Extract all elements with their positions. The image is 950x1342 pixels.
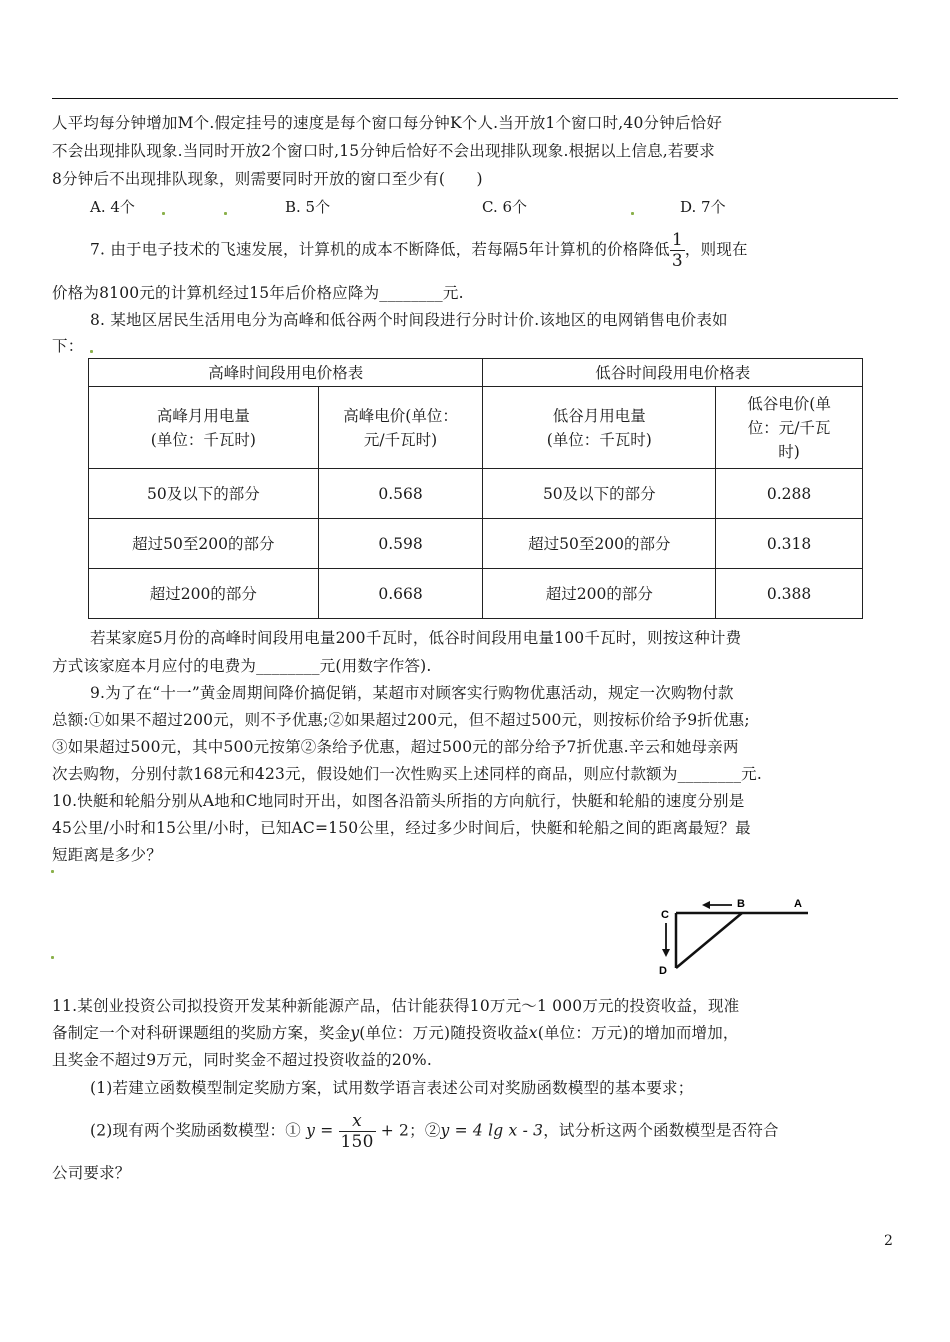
model1-fraction bbox=[339, 1111, 376, 1152]
p11-text: (单位：万元)的增加而增加， bbox=[537, 1024, 739, 1042]
p6-option-a: A. 4个 bbox=[90, 198, 135, 216]
p10-line-1: 10.快艇和轮船分别从A地和C地同时开出，如图各沿箭头所指的方向航行，快艇和轮船的速度分别是 bbox=[52, 792, 745, 810]
table-row bbox=[89, 569, 863, 619]
p7-text-b: ，则现在 bbox=[684, 240, 748, 259]
label-c: C bbox=[661, 909, 669, 921]
table-cell: 超过50至200的部分 bbox=[89, 519, 319, 569]
header-text: 元/千瓦时) bbox=[363, 430, 438, 449]
header-peak-price bbox=[318, 387, 483, 469]
label-b: B bbox=[737, 898, 745, 910]
p11-line-1: 11.某创业投资公司拟投资开发某种新能源产品，估计能获得10万元～1 000万元的投资收益，现准 bbox=[52, 997, 740, 1015]
header-text: 时) bbox=[778, 442, 800, 461]
header-text: 高峰月用电量 bbox=[156, 406, 250, 425]
p11-text: (单位：万元)随投资收益 bbox=[359, 1024, 529, 1042]
model1-lhs: y = bbox=[306, 1121, 334, 1140]
table-row bbox=[89, 469, 863, 519]
boat-diagram bbox=[650, 888, 815, 983]
header-text: 高峰电价(单位： bbox=[343, 406, 458, 425]
model1-num-var: x bbox=[352, 1111, 362, 1131]
peak-table-title: 高峰时间段用电价格表 bbox=[89, 359, 483, 387]
scan-dot bbox=[51, 870, 54, 873]
p7-fraction bbox=[670, 230, 685, 271]
header-rule bbox=[52, 98, 898, 99]
valley-table-title: 低谷时间段用电价格表 bbox=[483, 359, 863, 387]
table-cell: 超过200的部分 bbox=[483, 569, 716, 619]
scan-dot bbox=[162, 212, 165, 215]
p11-q1: (1)若建立函数模型制定奖励方案，试用数学语言表述公司对奖励函数模型的基本要求； bbox=[90, 1079, 694, 1097]
p11-line-3: 且奖金不超过9万元，同时奖金不超过投资收益的20%. bbox=[52, 1051, 432, 1069]
header-text: 低谷电价(单 bbox=[747, 394, 831, 413]
p6-option-d: D. 7个 bbox=[680, 198, 726, 216]
table-cell: 0.598 bbox=[318, 519, 483, 569]
p8-line-1: 8. 某地区居民生活用电分为高峰和低谷两个时间段进行分时计价.该地区的电网销售电价表如 bbox=[90, 311, 728, 329]
label-a: A bbox=[794, 898, 802, 910]
label-d: D bbox=[659, 965, 667, 977]
model1-rhs: + 2 bbox=[380, 1121, 410, 1140]
p11-q2-text: (2)现有两个奖励函数模型：① bbox=[90, 1121, 301, 1140]
header-text: (单位：千瓦时) bbox=[546, 430, 652, 449]
p11-last-line: 公司要求？ bbox=[52, 1164, 131, 1182]
p8-line-2: 下： bbox=[52, 337, 84, 355]
p6-line-3: 8分钟后不出现排队现象，则需要同时开放的窗口至少有( ) bbox=[52, 170, 483, 188]
model1-den: 150 bbox=[340, 1132, 374, 1152]
scan-dot bbox=[51, 956, 54, 959]
header-text: (单位：千瓦时) bbox=[150, 430, 256, 449]
p11-q2 bbox=[90, 1111, 779, 1152]
p8-after-1: 若某家庭5月份的高峰时间段用电量200千瓦时，低谷时间段用电量100千瓦时，则按这种计费 bbox=[90, 629, 742, 647]
p6-line-1: 人平均每分钟增加M个.假定挂号的速度是每个窗口每分钟K个人.当开放1个窗口时,40分钟后恰好 bbox=[52, 114, 723, 132]
p6-option-b: B. 5个 bbox=[285, 198, 331, 216]
arrow-left-head bbox=[702, 901, 710, 909]
model1-num bbox=[339, 1111, 376, 1132]
var-y: y bbox=[350, 1024, 360, 1042]
p10-line-3: 短距离是多少？ bbox=[52, 846, 162, 864]
p11-q2-tail: ，试分析这两个函数模型是否符合 bbox=[543, 1121, 779, 1140]
header-text: 低谷月用电量 bbox=[552, 406, 646, 425]
table-cell: 50及以下的部分 bbox=[483, 469, 716, 519]
p10-line-2: 45公里/小时和15公里/小时，已知AC=150公里，经过多少时间后，快艇和轮船之间的距离最短？最 bbox=[52, 819, 751, 837]
p6-option-c: C. 6个 bbox=[482, 198, 528, 216]
p7-frac-num: 1 bbox=[671, 230, 683, 250]
table-cell: 0.568 bbox=[318, 469, 483, 519]
table-cell: 0.668 bbox=[318, 569, 483, 619]
scan-dot bbox=[224, 212, 227, 215]
scan-dot bbox=[90, 350, 93, 353]
table-cell: 超过200的部分 bbox=[89, 569, 319, 619]
p7-line-1 bbox=[90, 230, 748, 271]
table-cell: 0.288 bbox=[716, 469, 863, 519]
p6-line-2: 不会出现排队现象.当同时开放2个窗口时,15分钟后恰好不会出现排队现象.根据以上信息,若要求 bbox=[52, 142, 715, 160]
table-cell: 0.388 bbox=[716, 569, 863, 619]
table-row bbox=[89, 519, 863, 569]
page-number: 2 bbox=[884, 1233, 893, 1249]
model2: y = 4 lg x - 3 bbox=[440, 1121, 544, 1140]
p7-line-2: 价格为8100元的计算机经过15年后价格应降为________元. bbox=[52, 284, 464, 302]
p7-text-a: 7. 由于电子技术的飞速发展，计算机的成本不断降低，若每隔5年计算机的价格降低 bbox=[90, 240, 670, 259]
p9-line-2: 总额:①如果不超过200元，则不予优惠;②如果超过200元，但不超过500元，则按标价给予9折优惠; bbox=[52, 711, 750, 729]
header-peak-usage bbox=[89, 387, 319, 469]
p9-line-4: 次去购物，分别付款168元和423元，假设她们一次性购买上述同样的商品，则应付款额为________元. bbox=[52, 765, 762, 783]
table-cell: 0.318 bbox=[716, 519, 863, 569]
p9-line-3: ③如果超过500元，其中500元按第②条给予优惠，超过500元的部分给予7折优惠.辛云和她母亲两 bbox=[52, 738, 739, 756]
price-table bbox=[88, 358, 863, 619]
header-valley-usage bbox=[483, 387, 716, 469]
p11-line-2 bbox=[52, 1022, 739, 1044]
var-x: x bbox=[528, 1024, 538, 1042]
header-text: 位：元/千瓦 bbox=[747, 418, 831, 437]
scan-dot bbox=[631, 212, 634, 215]
p11-text: 备制定一个对科研课题组的奖励方案，奖金 bbox=[52, 1024, 351, 1042]
p9-line-1: 9.为了在“十一”黄金周期间降价搞促销，某超市对顾客实行购物优惠活动，规定一次购物付款 bbox=[90, 684, 734, 702]
arrow-down-head bbox=[662, 949, 670, 957]
p11-q2-sep: ；② bbox=[409, 1121, 441, 1140]
p7-frac-den: 3 bbox=[671, 251, 683, 271]
p8-after-2: 方式该家庭本月应付的电费为________元(用数字作答). bbox=[52, 657, 432, 675]
table-cell: 超过50至200的部分 bbox=[483, 519, 716, 569]
line-d-b bbox=[676, 913, 742, 968]
table-cell: 50及以下的部分 bbox=[89, 469, 319, 519]
header-valley-price bbox=[716, 387, 863, 469]
